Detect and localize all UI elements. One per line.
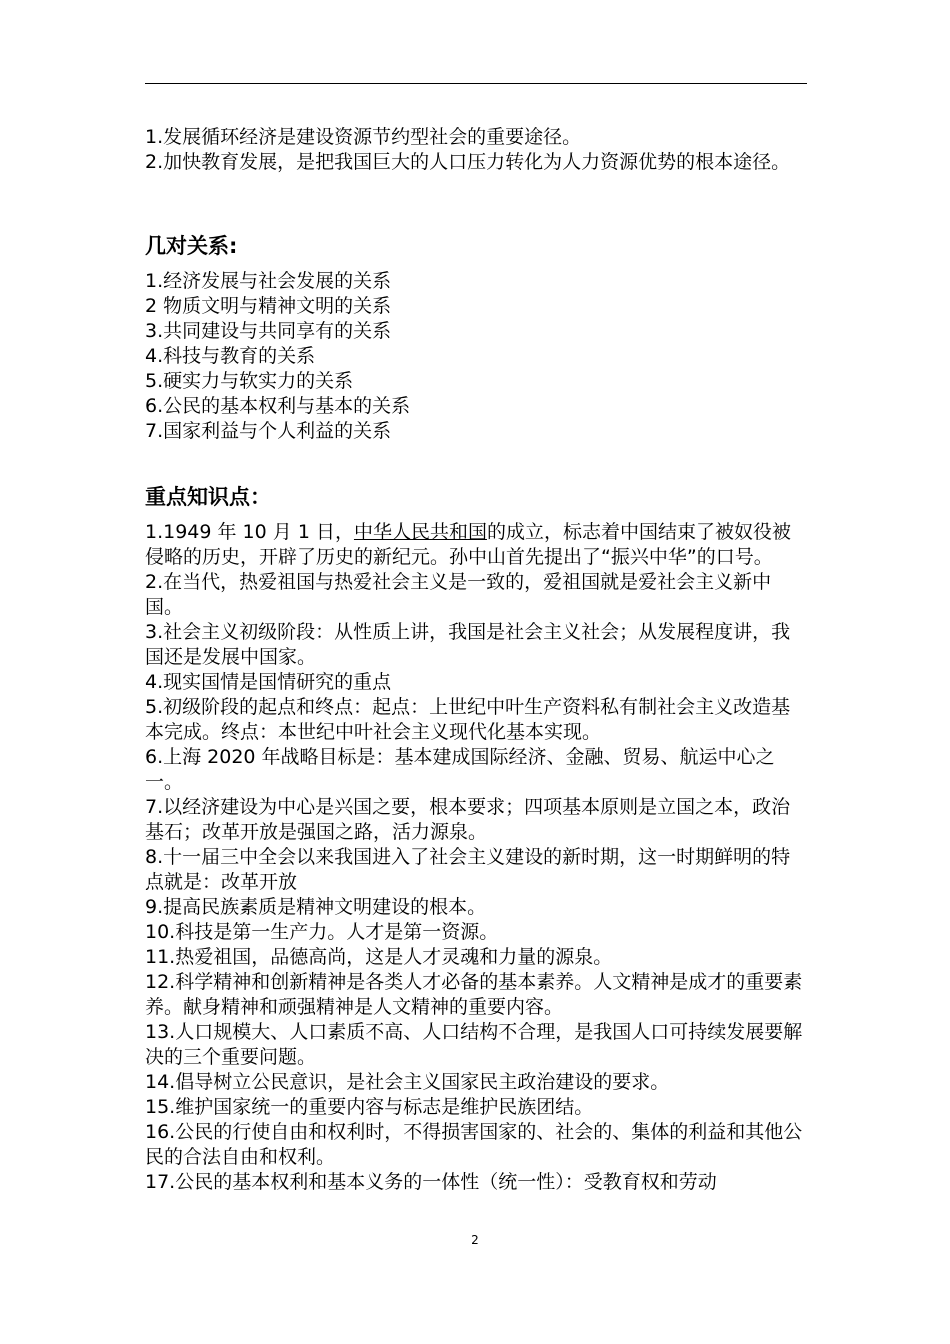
key-point-item-1 (145, 520, 809, 570)
key-point-1-after: 的成立，标志着中国结束了被奴役被侵略的历史，开辟了历史的新纪元。孙中山首先提出了“振兴中华”的口号。 (145, 521, 791, 568)
key-points-section (145, 482, 809, 1195)
relation-item-1: 1.经济发展与社会发展的关系 (145, 270, 392, 292)
key-point-item-4: 4.现实国情是国情研究的重点 (145, 671, 392, 693)
relation-item-7: 7.国家利益与个人利益的关系 (145, 420, 392, 442)
key-point-item-5: 5.初级阶段的起点和终点：起点：上世纪中叶生产资料私有制社会主义改造基本完成。终点：本世纪中叶社会主义现代化基本实现。 (145, 696, 791, 743)
page-number: 2 (471, 1233, 479, 1247)
relation-item-3: 3.共同建设与共同享有的关系 (145, 320, 392, 342)
relation-item-4: 4.科技与教育的关系 (145, 345, 316, 367)
key-point-item-2: 2.在当代，热爱祖国与热爱社会主义是一致的，爱祖国就是爱社会主义新中国。 (145, 571, 772, 618)
key-point-item-6: 6.上海 2020 年战略目标是：基本建成国际经济、金融、贸易、航运中心之一。 (145, 746, 775, 793)
key-point-item-7: 7.以经济建设为中心是兴国之要，根本要求；四项基本原则是立国之本，政治基石；改革开放是强国之路，活力源泉。 (145, 796, 791, 843)
relation-item-2: 2 物质文明与精神文明的关系 (145, 295, 392, 317)
key-point-item-11: 11.热爱祖国，品德高尚，这是人才灵魂和力量的源泉。 (145, 946, 613, 968)
header-rule (145, 83, 807, 84)
key-point-1-before: 1.1949 年 10 月 1 日， (145, 521, 354, 543)
key-points-heading: 重点知识点： (145, 485, 271, 509)
relations-heading: 几对关系: (145, 234, 238, 258)
key-point-item-3: 3.社会主义初级阶段：从性质上讲，我国是社会主义社会；从发展程度讲，我国还是发展中国家。 (145, 621, 791, 668)
key-point-item-14: 14.倡导树立公民意识，是社会主义国家民主政治建设的要求。 (145, 1071, 670, 1093)
key-point-item-16: 16.公民的行使自由和权利时，不得损害国家的、社会的、集体的利益和其他公民的合法自由和权利。 (145, 1121, 803, 1168)
key-point-item-10: 10.科技是第一生产力。人才是第一资源。 (145, 921, 499, 943)
intro-section (145, 125, 809, 175)
relations-section (145, 231, 809, 444)
prc-link[interactable]: 中华人民共和国 (353, 521, 487, 543)
key-point-item-17: 17.公民的基本权利和基本义务的一体性（统一性）：受教育权和劳动 (145, 1171, 717, 1193)
key-point-item-8: 8.十一届三中全会以来我国进入了社会主义建设的新时期，这一时期鲜明的特点就是：改革开放 (145, 846, 791, 893)
key-point-item-9: 9.提高民族素质是精神文明建设的根本。 (145, 896, 487, 918)
key-point-item-15: 15.维护国家统一的重要内容与标志是维护民族团结。 (145, 1096, 594, 1118)
intro-item-2: 2.加快教育发展，是把我国巨大的人口压力转化为人力资源优势的根本途径。 (145, 151, 791, 173)
key-point-item-12: 12.科学精神和创新精神是各类人才必备的基本素养。人文精神是成才的重要素养。献身精神和顽强精神是人文精神的重要内容。 (145, 971, 803, 1018)
relation-item-5: 5.硬实力与软实力的关系 (145, 370, 354, 392)
relation-item-6: 6.公民的基本权利与基本的关系 (145, 395, 411, 417)
key-point-item-13: 13.人口规模大、人口素质不高、人口结构不合理，是我国人口可持续发展要解决的三个重要问题。 (145, 1021, 803, 1068)
intro-item-1: 1.发展循环经济是建设资源节约型社会的重要途径。 (145, 126, 582, 148)
